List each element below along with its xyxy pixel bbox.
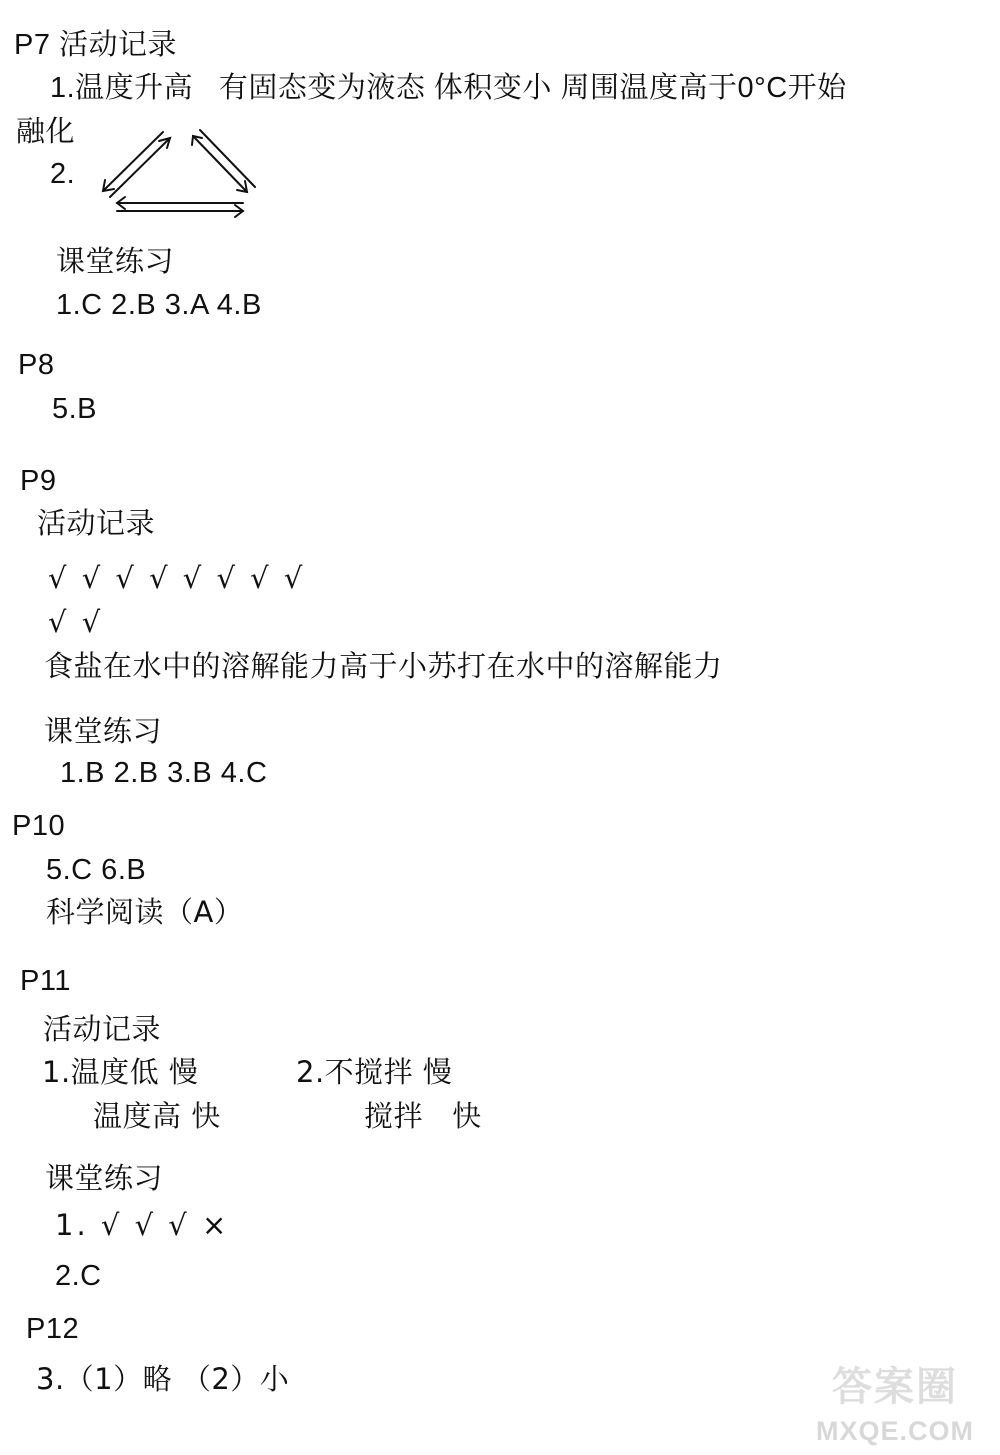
p12-answer: 3.（1）略 （2）小 xyxy=(36,1362,290,1396)
p10-science-reading: 科学阅读（A） xyxy=(46,895,244,929)
p8-answer: 5.B xyxy=(52,393,98,425)
p9-check-marks-row-1: √ √ √ √ √ √ √ √ xyxy=(48,561,306,595)
p7-classroom-practice: 课堂练习 xyxy=(56,244,175,278)
watermark-url-text: MXQE.COM xyxy=(815,1416,974,1446)
watermark-logo xyxy=(800,1355,990,1447)
p9-practice-answers: 1.B 2.B 3.B 4.C xyxy=(60,757,268,789)
watermark-chinese-text: 答案圈 xyxy=(832,1364,958,1410)
p11-record-row-2-left: 温度高 快 xyxy=(93,1099,221,1133)
p7-answer-2-label: 2. xyxy=(50,158,76,190)
p11-record-row-2-right: 搅拌 快 xyxy=(364,1099,482,1133)
p11-activity-record: 活动记录 xyxy=(43,1012,162,1046)
p7-answer-1: 1.温度升高 有固态变为液态 体积变小 周围温度高于0°C开始 xyxy=(50,72,847,104)
p10-heading: P10 xyxy=(12,810,66,842)
p9-check-marks-row-2: √ √ xyxy=(48,605,104,639)
p9-heading: P9 xyxy=(20,465,57,497)
p9-activity-record: 活动记录 xyxy=(37,506,156,540)
p9-conclusion-sentence: 食盐在水中的溶解能力高于小苏打在水中的溶解能力 xyxy=(44,649,723,683)
state-change-arrow-diagram xyxy=(95,120,265,225)
p7-heading: P7 活动记录 xyxy=(14,29,178,61)
p11-heading: P11 xyxy=(20,965,71,997)
p12-heading: P12 xyxy=(26,1313,80,1345)
p9-classroom-practice: 课堂练习 xyxy=(44,714,163,748)
p11-record-row-1-left: 1.温度低 慢 xyxy=(42,1055,199,1089)
p11-record-row-1-right: 2.不搅拌 慢 xyxy=(296,1055,453,1089)
p11-classroom-practice: 课堂练习 xyxy=(45,1161,164,1195)
p11-practice-answer-2: 2.C xyxy=(55,1260,102,1292)
p7-answer-1-continued: 融化 xyxy=(16,114,76,148)
p8-heading: P8 xyxy=(18,349,55,381)
p10-answers: 5.C 6.B xyxy=(46,854,147,886)
p7-practice-answers: 1.C 2.B 3.A 4.B xyxy=(56,289,262,321)
p11-practice-answer-1: 1. √ √ √ × xyxy=(55,1208,230,1242)
